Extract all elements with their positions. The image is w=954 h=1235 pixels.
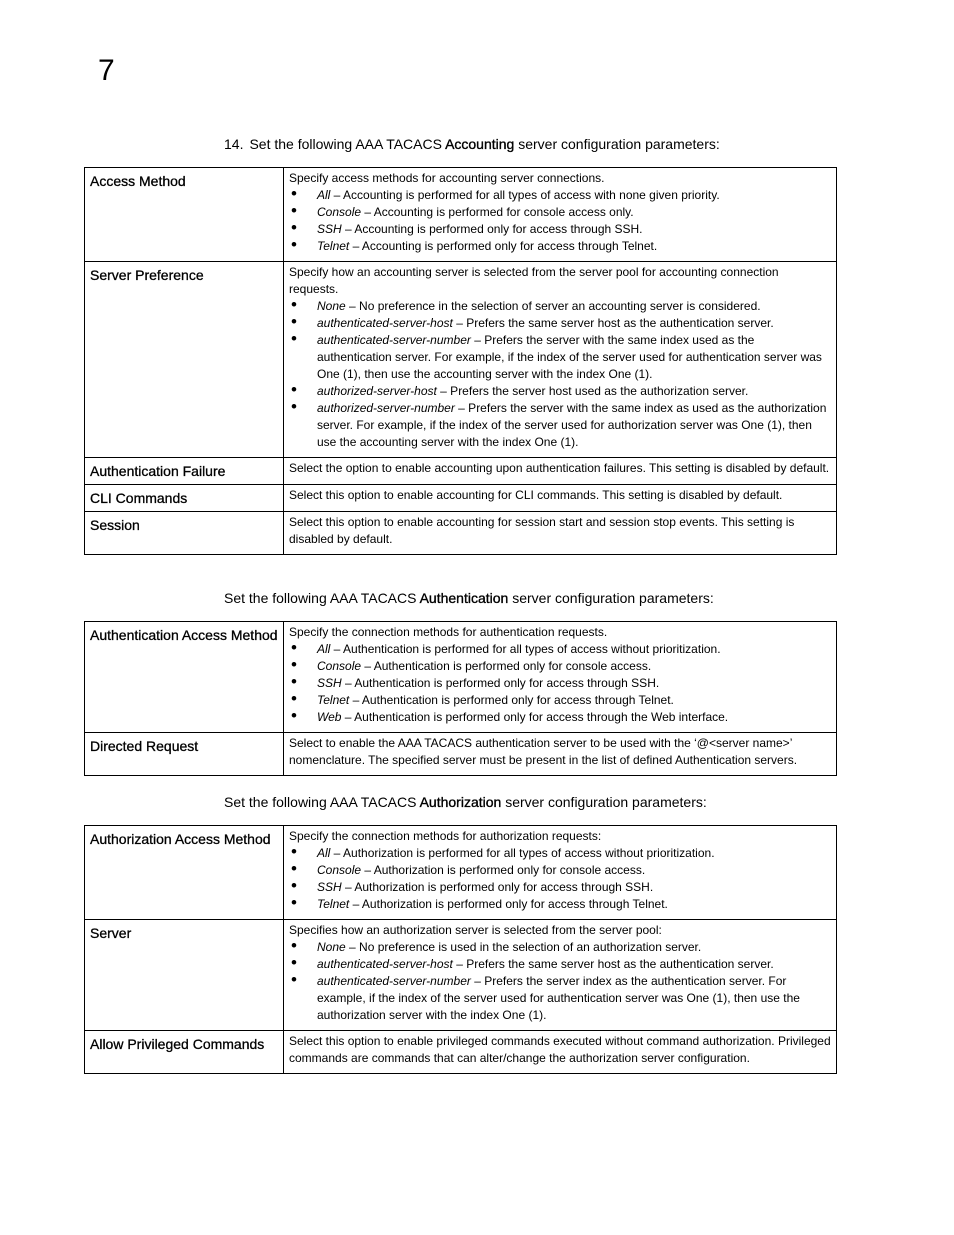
param-name: Authorization Access Method bbox=[85, 826, 284, 920]
list-item bbox=[289, 709, 831, 726]
description-text: Specify the connection methods for authentication requests. bbox=[289, 625, 608, 639]
option-text: – Prefers the same server host as the authentication server. bbox=[452, 957, 774, 971]
option-text: – Authentication is performed only for access through Telnet. bbox=[349, 693, 674, 707]
accounting-params-table bbox=[84, 167, 837, 555]
option-term: None bbox=[317, 299, 346, 313]
intro-text: Set the following AAA TACACS bbox=[249, 136, 446, 152]
param-name: Server Preference bbox=[85, 262, 284, 458]
param-description bbox=[284, 920, 837, 1031]
list-item bbox=[289, 973, 831, 1024]
option-text: – Accounting is performed only for access through Telnet. bbox=[349, 239, 658, 253]
option-term: authenticated-server-number bbox=[317, 974, 471, 988]
param-description bbox=[284, 622, 837, 733]
list-item bbox=[289, 238, 831, 255]
option-list bbox=[289, 939, 831, 1024]
table-row bbox=[85, 920, 837, 1031]
option-text: – Authentication is performed only for access through the Web interface. bbox=[341, 710, 729, 724]
list-item bbox=[289, 332, 831, 383]
option-text: – Prefers the same server host as the authentication server. bbox=[452, 316, 774, 330]
list-item bbox=[289, 298, 831, 315]
description-text: Select this option to enable accounting for session start and session stop events. This setting is disabled by default. bbox=[289, 515, 795, 546]
description-text: Select to enable the AAA TACACS authentication server to be used with the ‘@<server name>’ nomenclature. The specified server must be present in the list of defined Authentication servers. bbox=[289, 736, 798, 767]
intro-emphasis: Authentication bbox=[419, 590, 509, 606]
option-term: SSH bbox=[317, 880, 342, 894]
param-description bbox=[284, 485, 837, 512]
param-name: Allow Privileged Commands bbox=[85, 1031, 284, 1074]
authorization-intro bbox=[224, 793, 707, 811]
option-term: Console bbox=[317, 205, 362, 219]
option-text: – Accounting is performed for all types of access with none given priority. bbox=[330, 188, 720, 202]
param-name: Authentication Failure bbox=[85, 458, 284, 485]
description-text: Select this option to enable privileged commands executed without command authorization. Privileged commands are commands that can alter/change the authorization server configuration. bbox=[289, 1034, 831, 1065]
list-item bbox=[289, 692, 831, 709]
list-item bbox=[289, 383, 831, 400]
description-text: Specify how an accounting server is selected from the server pool for accounting connection requests. bbox=[289, 265, 779, 296]
option-list bbox=[289, 641, 831, 726]
option-term: SSH bbox=[317, 676, 342, 690]
option-term: Telnet bbox=[317, 693, 350, 707]
list-item bbox=[289, 315, 831, 332]
description-text: Specifies how an authorization server is selected from the server pool: bbox=[289, 923, 662, 937]
option-term: None bbox=[317, 940, 346, 954]
param-name: Directed Request bbox=[85, 733, 284, 776]
option-term: All bbox=[317, 846, 331, 860]
list-item bbox=[289, 187, 831, 204]
list-item bbox=[289, 862, 831, 879]
option-text: – Prefers the server with the same index as used as the authorization server. For example, if the index of the server used for authorization server was One (1), then use the accounting server with the index One (1). bbox=[317, 401, 827, 449]
param-description bbox=[284, 1031, 837, 1074]
intro-text-end: server configuration parameters: bbox=[501, 794, 707, 810]
description-text: Select this option to enable accounting for CLI commands. This setting is disabled by default. bbox=[289, 488, 783, 502]
option-text: – Accounting is performed only for access through SSH. bbox=[341, 222, 643, 236]
param-description bbox=[284, 733, 837, 776]
param-name: Server bbox=[85, 920, 284, 1031]
step-number: 14. bbox=[224, 136, 244, 152]
param-name: Access Method bbox=[85, 168, 284, 262]
intro-emphasis: Authorization bbox=[419, 794, 502, 810]
list-item bbox=[289, 939, 831, 956]
option-term: All bbox=[317, 642, 331, 656]
list-item bbox=[289, 641, 831, 658]
option-text: – Authentication is performed for all types of access without prioritization. bbox=[330, 642, 721, 656]
option-text: – Prefers the server index as the authentication server. For example, if the index of the server used for authentication server was One (1), then use the authorization server with the index One (1). bbox=[317, 974, 800, 1022]
param-description bbox=[284, 512, 837, 555]
param-name: Authentication Access Method bbox=[85, 622, 284, 733]
option-term: All bbox=[317, 188, 331, 202]
list-item bbox=[289, 221, 831, 238]
intro-text-end: server configuration parameters: bbox=[514, 136, 720, 152]
option-term: authenticated-server-number bbox=[317, 333, 471, 347]
table-row bbox=[85, 485, 837, 512]
intro-text-end: server configuration parameters: bbox=[508, 590, 714, 606]
list-item bbox=[289, 896, 831, 913]
option-text: – No preference in the selection of server an accounting server is considered. bbox=[345, 299, 761, 313]
param-description bbox=[284, 262, 837, 458]
option-term: Telnet bbox=[317, 239, 350, 253]
param-description bbox=[284, 458, 837, 485]
option-term: Telnet bbox=[317, 897, 350, 911]
option-text: – Prefers the server host used as the authorization server. bbox=[436, 384, 749, 398]
option-text: – Authorization is performed only for console access. bbox=[361, 863, 646, 877]
option-term: SSH bbox=[317, 222, 342, 236]
param-name: Session bbox=[85, 512, 284, 555]
option-list bbox=[289, 187, 831, 255]
intro-emphasis: Accounting bbox=[445, 136, 515, 152]
authentication-intro bbox=[224, 589, 714, 607]
accounting-intro bbox=[224, 135, 720, 153]
option-list bbox=[289, 845, 831, 913]
option-text: – Authentication is performed only for access through SSH. bbox=[341, 676, 660, 690]
option-text: – Authentication is performed only for console access. bbox=[361, 659, 652, 673]
option-term: Console bbox=[317, 659, 362, 673]
description-text: Select the option to enable accounting upon authentication failures. This setting is disabled by default. bbox=[289, 461, 830, 475]
option-term: authorized-server-host bbox=[317, 384, 437, 398]
table-row bbox=[85, 826, 837, 920]
option-term: authenticated-server-host bbox=[317, 957, 453, 971]
list-item bbox=[289, 845, 831, 862]
list-item bbox=[289, 658, 831, 675]
table-row bbox=[85, 168, 837, 262]
option-text: – Authorization is performed for all types of access without prioritization. bbox=[330, 846, 715, 860]
option-text: – Prefers the server with the same index used as the authentication server. For example, if the index of the server used for authentication server was One (1), then use the accounting server with the index One (1). bbox=[317, 333, 822, 381]
table-row bbox=[85, 1031, 837, 1074]
description-text: Specify access methods for accounting server connections. bbox=[289, 171, 605, 185]
option-text: – Accounting is performed for console access only. bbox=[361, 205, 634, 219]
intro-text: Set the following AAA TACACS bbox=[224, 794, 420, 810]
option-term: authorized-server-number bbox=[317, 401, 455, 415]
param-name: CLI Commands bbox=[85, 485, 284, 512]
option-list bbox=[289, 298, 831, 451]
table-row bbox=[85, 512, 837, 555]
list-item bbox=[289, 879, 831, 896]
option-text: – No preference is used in the selection of an authorization server. bbox=[345, 940, 702, 954]
option-text: – Authorization is performed only for access through SSH. bbox=[341, 880, 654, 894]
list-item bbox=[289, 675, 831, 692]
chapter-number: 7 bbox=[98, 54, 115, 87]
authentication-params-table bbox=[84, 621, 837, 776]
list-item bbox=[289, 204, 831, 221]
param-description bbox=[284, 168, 837, 262]
authorization-params-table bbox=[84, 825, 837, 1074]
param-description bbox=[284, 826, 837, 920]
option-term: Web bbox=[317, 710, 342, 724]
option-term: authenticated-server-host bbox=[317, 316, 453, 330]
table-row bbox=[85, 458, 837, 485]
table-row bbox=[85, 262, 837, 458]
intro-text: Set the following AAA TACACS bbox=[224, 590, 420, 606]
option-text: – Authorization is performed only for access through Telnet. bbox=[349, 897, 668, 911]
table-row bbox=[85, 733, 837, 776]
option-term: Console bbox=[317, 863, 362, 877]
description-text: Specify the connection methods for authorization requests: bbox=[289, 829, 602, 843]
table-row bbox=[85, 622, 837, 733]
list-item bbox=[289, 400, 831, 451]
list-item bbox=[289, 956, 831, 973]
